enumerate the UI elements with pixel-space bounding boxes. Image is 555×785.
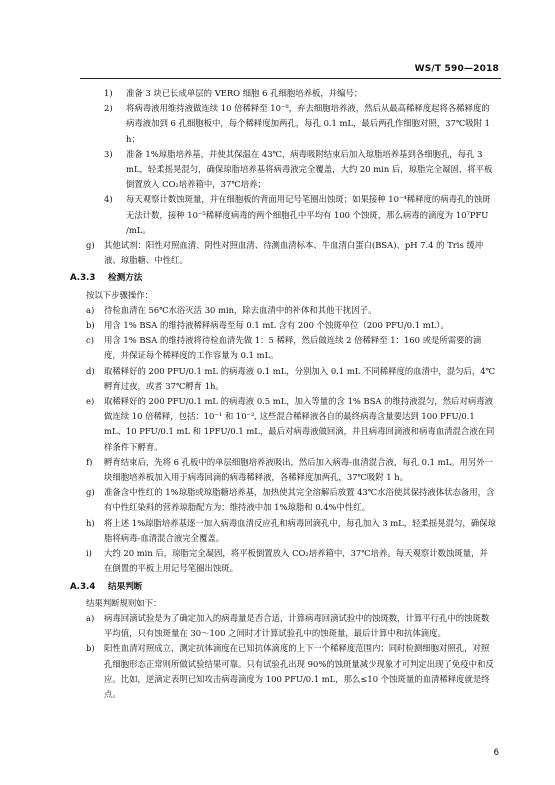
item-marker: a): [86, 304, 95, 315]
item-text: 用含 1% BSA 的维持液将待检血清先做 1：5 稀释，然后做连续 2 倍稀释至 1：160 或是所需要的滴度，并保证每个稀释度的工作容量为 0.1 mL。: [104, 335, 482, 361]
header-rule: [80, 78, 501, 79]
item-text: 准备 1%琼脂培养基，并使其保温在 43℃，病毒吸附结束后加入琼脂培养基到各细胞孔，每孔 3 mL，轻柔摇晃混匀，确保琼脂培养基将病毒液完全覆盖，大约 20 min 后，琼脂完全凝固，将平板倒置放入 CO₂培养箱中，37℃培养；: [126, 148, 493, 190]
list-item: [86, 318, 496, 333]
item-marker: g): [86, 240, 95, 251]
item-text: 用含 1% BSA 的维持液稀释病毒至每 0.1 mL 含有 200 个蚀斑单位（200 PFU/0.1 mL）。: [104, 320, 449, 331]
page-number: 6: [493, 748, 499, 758]
section-title: 检测方法: [108, 273, 143, 284]
list-item: [86, 611, 496, 641]
item-marker: h): [86, 517, 95, 528]
item-text: 阳性血清对照成立，测定抗体滴度在已知抗体滴度的上下一个稀释度范围内；同时检测细胞对照孔，对照孔细胞形态正常则所做试验结果可靠。只有试验孔出现 90%的蚀斑量减少现象才可判定出现了免疫中和反应。比如，逆滴定表明已知攻击病毒滴度为 100 PFU/0.1 mL，那么≤10 个蚀斑量的血清稀释度就是终点。: [104, 643, 494, 699]
item-text: 取稀释好的 200 PFU/0.1 mL 的病毒液 0.1 mL，分别加入 0.1 mL 不同稀释度的血清中，混匀后，4℃孵育过夜，或者 37℃孵育 1h。: [104, 365, 495, 391]
result-rules-list: [86, 611, 496, 702]
list-item: [86, 238, 496, 268]
list-item: [104, 147, 496, 193]
section-heading: [70, 271, 496, 286]
item-marker: i): [86, 548, 92, 559]
item-marker: a): [86, 612, 95, 623]
item-text: 将病毒液用维持液做连续 10 倍稀释至 10⁻⁸，弃去细胞培养液，然后从最高稀释度起将各稀释度的病毒液加到 6 孔细胞板中，每个稀释度加两孔，每孔 0.1 mL，最后两孔作细胞对照，37℃吸附 1 h；: [126, 103, 490, 144]
item-marker: f): [86, 456, 93, 467]
page-body: [70, 86, 496, 702]
item-marker: 1): [104, 88, 113, 98]
standard-code: WS/T 590—2018: [414, 64, 499, 74]
section-title: 结果判断: [108, 581, 143, 592]
section-lead: 结果判断规则如下：: [86, 597, 162, 608]
item-marker: d): [86, 365, 95, 376]
item-text: 将上述 1%琼脂培养基逐一加入病毒血清反应孔和病毒回滴孔中，每孔加入 3 mL，轻柔摇晃混匀，确保琼脂将病毒-血清混合液完全覆盖。: [104, 517, 496, 543]
item-text: 孵育结束后，先将 6 孔板中的单层细胞培养液吸出，然后加入病毒-血清混合液，每孔 0.1 mL。用另外一块细胞培养板加入用于病毒回滴的病毒稀释液，各稀释度加两孔，37℃吸附 1 h。: [104, 456, 494, 483]
item-text: 待检血清在 56℃水浴灭活 30 min，除去血清中的补体和其他干扰因子。: [104, 304, 377, 315]
item-marker: e): [86, 396, 95, 407]
item-text: 准备 3 块已长成单层的 VERO 细胞 6 孔细胞培养板，并编号；: [126, 88, 363, 98]
item-marker: g): [86, 487, 95, 498]
list-item: [86, 546, 496, 576]
list-item: [86, 485, 496, 515]
item-marker: b): [86, 320, 95, 331]
list-item: [104, 86, 496, 101]
section-number: A.3.4: [70, 581, 96, 592]
list-item: [86, 455, 496, 485]
item-text: 每天观察计数蚀斑量，并在细胞板的背面用记号笔圈出蚀斑；如果接种 10⁻⁴稀释度的病毒孔的蚀斑无法计数，接种 10⁻⁵稀释度病毒的两个细胞孔中平均有 100 个蚀斑，那么病毒的滴度为 10⁷PFU /mL。: [126, 194, 491, 235]
item-marker: b): [86, 643, 95, 654]
item-text: 准备含中性红的 1%琼脂或琼脂糖培养基，加热使其完全溶解后放置 43℃水浴使其保持液体状态备用，含有中性红染料的营养琼脂配方为：维持液中加 1%琼脂和 0.4%中性红。: [104, 487, 495, 513]
item-text: 病毒回滴试验是为了确定加入的病毒量是否合适，计算病毒回滴试验中的蚀斑数，计算平行孔中的蚀斑数平均值，只有蚀斑量在 30～100 之间时才计算试验孔中的蚀斑量，最后计算中和抗体滴度。: [104, 612, 490, 639]
list-item: [86, 394, 496, 455]
section-lead: 按以下步骤操作：: [86, 289, 153, 300]
item-text: 大约 20 min 后，琼脂完全凝固，将平板倒置放入 CO₂培养箱中，37℃培养。每天观察计数蚀斑量，并在倒置的平板上用记号笔圈出蚀斑。: [104, 548, 488, 574]
list-item: [86, 303, 496, 318]
section-number: A.3.3: [70, 273, 96, 284]
item-marker: 3): [104, 148, 113, 159]
section-heading: [70, 580, 496, 595]
list-item: [104, 101, 496, 147]
list-item: [86, 516, 496, 546]
item-marker: c): [86, 335, 94, 346]
steps-list: [104, 86, 496, 238]
procedure-list: [86, 303, 496, 577]
item-text: 其他试剂：阳性对照血清、阴性对照血清、待测血清标本、牛血清白蛋白(BSA)、pH 7.4 的 Tris 缓冲液、琼脂糖、中性红。: [104, 240, 484, 266]
list-item: [86, 641, 496, 702]
list-item: [86, 333, 496, 363]
item-marker: 4): [104, 194, 113, 205]
item-text: 取稀释好的 200 PFU/0.1 mL 的病毒液 0.5 mL，加入等量的含 1% BSA 的维持液混匀，然后对病毒液做连续 10 倍稀释，包括：10⁻¹ 和 10⁻², 这些混合稀释液各自的最终病毒含量要达到 100 PFU/0.1 mL、10 PFU/0.1 mL 和 1PFU/0.1 mL，最后对病毒液做回滴，并且病毒回滴液和病毒血清混合液在同样条件下孵育。: [104, 396, 495, 452]
list-item: [86, 364, 496, 394]
list-item: [104, 192, 496, 238]
item-marker: 2): [104, 103, 113, 114]
